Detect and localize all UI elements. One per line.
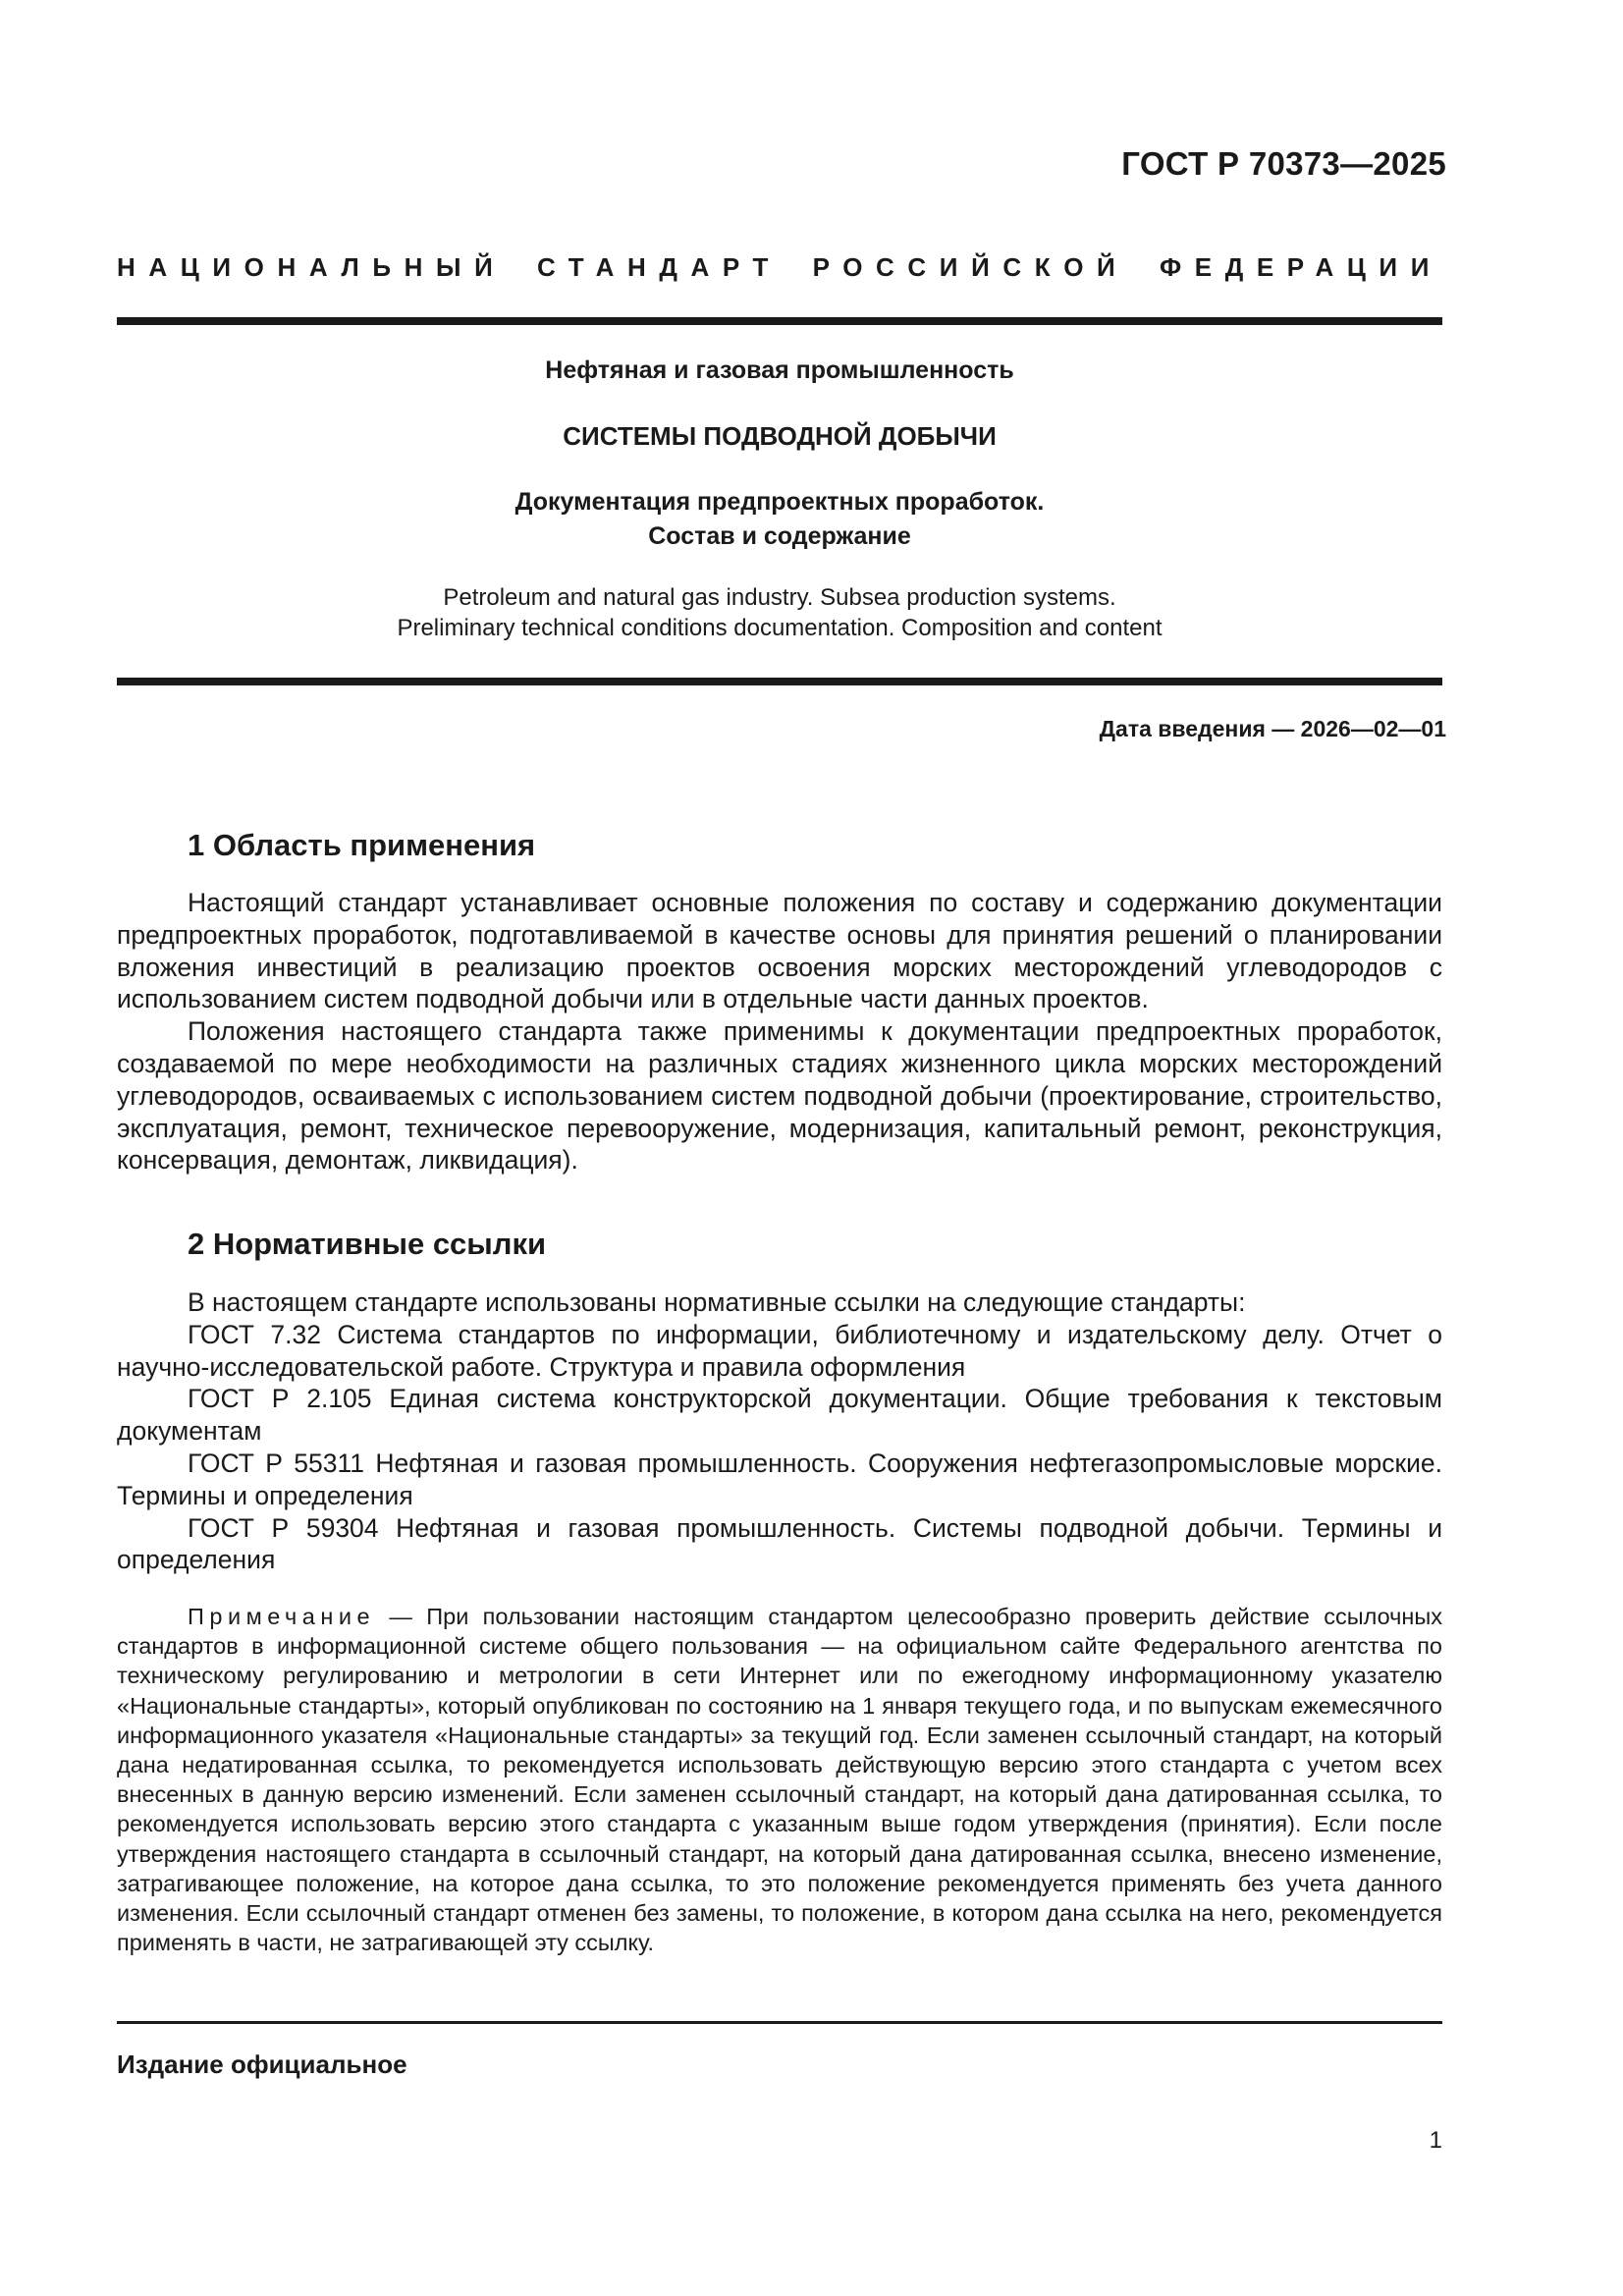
subtitle xyxy=(117,485,1442,554)
english-title-line-1: Petroleum and natural gas industry. Subsea production systems. xyxy=(443,584,1116,611)
section-heading-scope: 1 Область применения xyxy=(188,828,536,862)
paragraph: Настоящий стандарт устанавливает основные положения по составу и содержанию документации предпроектных проработок, подготавливаемой в качестве основы для принятия решений о планировании вложения инвестиций в реализацию проектов освоения морских месторождений углеводородов с использованием систем подводной добычи или в отдельные части данных проектов. xyxy=(117,888,1442,1014)
main-title: СИСТЕМЫ ПОДВОДНОЙ ДОБЫЧИ xyxy=(563,421,997,451)
document-number: ГОСТ Р 70373—2025 xyxy=(1121,145,1446,182)
paragraph: Положения настоящего стандарта также применимы к документации предпроектных проработок, создаваемой по мере необходимости на различных стадиях жизненного цикла морских месторождений углеводородов, осваиваемых с использованием систем подводной добычи (проектирование, строительство, эксплуатация, ремонт, техническое перевооружение, модернизация, капитальный ремонт, реконструкция, консервация, демонтаж, ликвидация). xyxy=(117,1016,1442,1175)
industry-title: Нефтяная и газовая промышленность xyxy=(545,356,1014,384)
note-text: — При пользовании настоящим стандартом целесообразно проверить действие ссылочных стандартов в информационной системе общего пользования — на официальном сайте Федерального агентства по техническому регулированию и метрологии в сети Интернет или по ежегодному информационному указателю «Национальные стандарты», который опубликован по состоянию на 1 января текущего года, и по выпускам ежемесячного информационного указателя «Национальные стандарты» за текущий год. Если заменен ссылочный стандарт, на который дана недатированная ссылка, то рекомендуется использовать действующую версию этого стандарта с учетом всех внесенных в данную версию изменений. Если заменен ссылочный стандарт, на который дана датированная ссылка, то рекомендуется использовать версию этого стандарта с указанным выше годом утверждения (принятия). Если после утверждения настоящего стандарта в ссылочный стандарт, на который дана датированная ссылка, внесено изменение, затрагивающее положение, на которое дана ссылка, то это положение рекомендуется применять без учета данного изменения. Если ссылочный стандарт отменен без замены, то положение, в котором дана ссылка на него, рекомендуется применять в части, не затрагивающей эту ссылку. xyxy=(117,1604,1442,1956)
top-divider xyxy=(117,317,1442,325)
title-divider xyxy=(117,678,1442,685)
introduction-date: Дата введения — 2026—02—01 xyxy=(1099,716,1446,741)
footer-divider xyxy=(117,2021,1442,2024)
reference-item: ГОСТ Р 55311 Нефтяная и газовая промышленность. Сооружения нефтегазопромысловые морские. Термины и определения xyxy=(117,1448,1442,1510)
page-number: 1 xyxy=(1429,2127,1442,2154)
reference-item: ГОСТ 7.32 Система стандартов по информации, библиотечному и издательскому делу. Отчет о научно-исследовательской работе. Структура и правила оформления xyxy=(117,1319,1442,1382)
section-body-scope xyxy=(117,887,1442,1176)
note-label: Примечание xyxy=(188,1604,376,1629)
reference-item: ГОСТ Р 2.105 Единая система конструкторской документации. Общие требования к текстовым документам xyxy=(117,1384,1442,1447)
section-heading-references: 2 Нормативные ссылки xyxy=(188,1227,547,1261)
paragraph: В настоящем стандарте использованы нормативные ссылки на следующие стандарты: xyxy=(188,1287,1246,1317)
note-block xyxy=(117,1602,1442,1957)
english-title-line-2: Preliminary technical conditions documentation. Composition and content xyxy=(397,615,1163,641)
section-body-references xyxy=(117,1286,1442,1576)
subtitle-line-1: Документация предпроектных проработок. xyxy=(514,488,1045,516)
english-title xyxy=(117,582,1442,643)
official-edition-label: Издание официальное xyxy=(117,2050,407,2079)
reference-item: ГОСТ Р 59304 Нефтяная и газовая промышленность. Системы подводной добычи. Термины и определения xyxy=(117,1512,1442,1575)
national-standard-title: НАЦИОНАЛЬНЫЙ СТАНДАРТ РОССИЙСКОЙ ФЕДЕРАЦИИ xyxy=(117,252,1442,282)
subtitle-line-2: Состав и содержание xyxy=(648,522,911,550)
